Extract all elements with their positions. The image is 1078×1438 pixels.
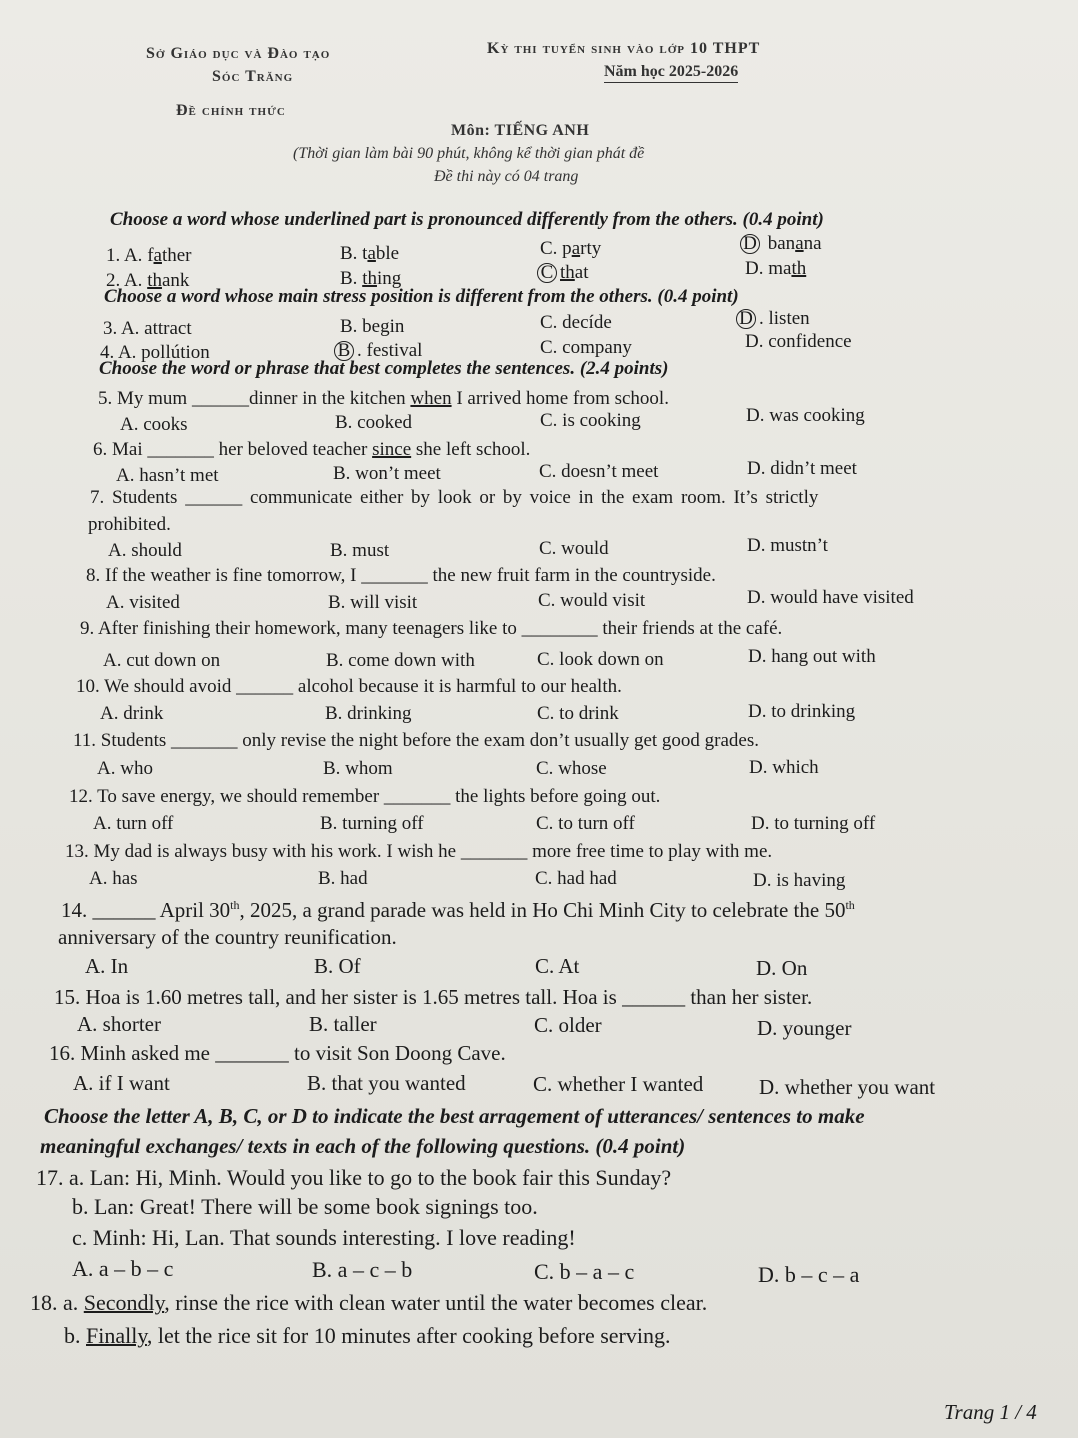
section-stress-instruction: Choose a word whose main stress position is different from the others. (0.4 point) bbox=[104, 286, 739, 307]
exam-title: Kỳ thi tuyển sinh vào lớp 10 THPT bbox=[487, 40, 761, 57]
q8-option-b: B. will visit bbox=[328, 592, 418, 613]
q1-option-a: 1. A. father bbox=[106, 245, 192, 266]
q3-option-d: D . listen bbox=[736, 308, 810, 330]
q7-stem: 7. Students ______ communicate either by look or by voice in the exam room. It’s strictly bbox=[90, 487, 819, 508]
q4-option-d: D. confidence bbox=[745, 331, 852, 352]
q7-option-a: A. should bbox=[108, 540, 182, 561]
q11-stem: 11. Students _______ only revise the night before the exam don’t usually get good grades. bbox=[73, 730, 759, 751]
school-year: Năm học 2025-2026 bbox=[604, 63, 738, 83]
q10-option-d: D. to drinking bbox=[748, 701, 856, 722]
q4-option-b: B . festival bbox=[334, 340, 422, 362]
q9-stem: 9. After finishing their homework, many teenagers like to ________ their friends at the café. bbox=[80, 618, 783, 639]
q8-option-a: A. visited bbox=[106, 592, 180, 613]
q10-option-c: C. to drink bbox=[537, 703, 619, 724]
pages-note: Đề thi này có 04 trang bbox=[434, 168, 579, 185]
q14-stem: 14. ______ April 30th, 2025, a grand parade was held in Ho Chi Minh City to celebrate the 50th bbox=[61, 898, 855, 922]
q2-option-b: B. thing bbox=[340, 268, 402, 289]
q5-option-b: B. cooked bbox=[335, 412, 413, 433]
q18-line-a: 18. a. Secondly, rinse the rice with clean water until the water becomes clear. bbox=[30, 1290, 708, 1315]
q5-option-a: A. cooks bbox=[120, 414, 188, 435]
q12-option-a: A. turn off bbox=[93, 813, 174, 834]
q1-option-b: B. table bbox=[340, 243, 400, 264]
q4-option-c: C. company bbox=[540, 337, 632, 358]
section-completion-instruction: Choose the word or phrase that best completes the sentences. (2.4 points) bbox=[99, 358, 669, 379]
q15-stem: 15. Hoa is 1.60 metres tall, and her sister is 1.65 metres tall. Hoa is ______ than her sister. bbox=[54, 985, 813, 1009]
q15-option-c: C. older bbox=[534, 1013, 602, 1037]
q5-option-d: D. was cooking bbox=[746, 405, 865, 426]
q15-option-b: B. taller bbox=[309, 1012, 377, 1036]
q17-option-c: C. b – a – c bbox=[534, 1259, 635, 1284]
q10-stem: 10. We should avoid ______ alcohol because it is harmful to our health. bbox=[76, 676, 622, 697]
department-line1: Sở Giáo dục và Đào tạo bbox=[146, 45, 331, 62]
q17-line-c: c. Minh: Hi, Lan. That sounds interesting. I love reading! bbox=[72, 1225, 576, 1250]
q7-option-d: D. mustn’t bbox=[747, 535, 828, 556]
q7-stem-cont: prohibited. bbox=[88, 514, 171, 535]
q11-option-b: B. whom bbox=[323, 758, 393, 779]
time-note: (Thời gian làm bài 90 phút, không kể thời gian phát đề bbox=[293, 145, 645, 162]
q13-option-c: C. had had bbox=[535, 868, 617, 889]
q2-option-d: D. math bbox=[745, 258, 807, 279]
q17-line-a: 17. a. Lan: Hi, Minh. Would you like to go to the book fair this Sunday? bbox=[36, 1165, 672, 1190]
q12-stem: 12. To save energy, we should remember _______ the lights before going out. bbox=[69, 786, 661, 807]
q7-option-b: B. must bbox=[330, 540, 390, 561]
q17-option-d: D. b – c – a bbox=[758, 1262, 860, 1287]
q16-option-a: A. if I want bbox=[73, 1071, 170, 1095]
q16-option-b: B. that you wanted bbox=[307, 1071, 466, 1095]
page-number: Trang 1 / 4 bbox=[944, 1400, 1037, 1424]
q17-option-b: B. a – c – b bbox=[312, 1257, 413, 1282]
q12-option-b: B. turning off bbox=[320, 813, 424, 834]
q18-line-b: b. Finally, let the rice sit for 10 minutes after cooking before serving. bbox=[64, 1323, 671, 1348]
q6-option-b: B. won’t meet bbox=[333, 463, 441, 484]
q14-stem-cont: anniversary of the country reunification. bbox=[58, 925, 397, 949]
section-pronunciation-instruction: Choose a word whose underlined part is pronounced differently from the others. (0.4 point) bbox=[110, 209, 824, 230]
q1-option-d: D banana bbox=[740, 233, 822, 255]
q14-option-b: B. Of bbox=[314, 954, 361, 978]
subject: Môn: TIẾNG ANH bbox=[451, 122, 590, 139]
q11-option-d: D. which bbox=[749, 757, 819, 778]
q9-option-c: C. look down on bbox=[537, 649, 664, 670]
q5-option-c: C. is cooking bbox=[540, 410, 641, 431]
q10-option-b: B. drinking bbox=[325, 703, 412, 724]
q5-stem: 5. My mum ______dinner in the kitchen when I arrived home from school. bbox=[98, 388, 669, 409]
q17-line-b: b. Lan: Great! There will be some book signings too. bbox=[72, 1194, 538, 1219]
q12-option-d: D. to turning off bbox=[751, 813, 876, 834]
q6-option-d: D. didn’t meet bbox=[747, 458, 857, 479]
q13-option-a: A. has bbox=[89, 868, 138, 889]
q3-option-b: B. begin bbox=[340, 316, 405, 337]
q3-option-a: 3. A. attract bbox=[103, 318, 192, 339]
section-arrangement-instruction-line1: Choose the letter A, B, C, or D to indicate the best arragement of utterances/ sentences to make bbox=[44, 1104, 865, 1128]
q6-option-a: A. hasn’t met bbox=[116, 465, 219, 486]
q6-option-c: C. doesn’t meet bbox=[539, 461, 659, 482]
q14-option-c: C. At bbox=[535, 954, 580, 978]
q4-option-a: 4. A. pollútion bbox=[100, 342, 210, 363]
q7-option-c: C. would bbox=[539, 538, 609, 559]
q2-option-a: 2. A. thank bbox=[106, 270, 190, 291]
q12-option-c: C. to turn off bbox=[536, 813, 635, 834]
q15-option-a: A. shorter bbox=[77, 1012, 161, 1036]
q9-option-a: A. cut down on bbox=[103, 650, 221, 671]
q16-stem: 16. Minh asked me _______ to visit Son Doong Cave. bbox=[49, 1041, 506, 1065]
q16-option-d: D. whether you want bbox=[759, 1075, 936, 1099]
q14-option-a: A. In bbox=[85, 954, 129, 978]
official-label: Đề chính thức bbox=[176, 102, 286, 119]
q8-option-c: C. would visit bbox=[538, 590, 646, 611]
q13-option-d: D. is having bbox=[753, 870, 846, 891]
q15-option-d: D. younger bbox=[757, 1016, 852, 1040]
q16-option-c: C. whether I wanted bbox=[533, 1072, 704, 1096]
q13-stem: 13. My dad is always busy with his work. I wish he _______ more free time to play with me. bbox=[65, 841, 773, 862]
q11-option-a: A. who bbox=[97, 758, 153, 779]
q2-option-c: C that bbox=[537, 262, 589, 284]
section-arrangement-instruction-line2: meaningful exchanges/ texts in each of the following questions. (0.4 point) bbox=[40, 1134, 686, 1158]
q17-option-a: A. a – b – c bbox=[72, 1256, 174, 1281]
q10-option-a: A. drink bbox=[100, 703, 164, 724]
q6-stem: 6. Mai _______ her beloved teacher since she left school. bbox=[93, 439, 531, 460]
q9-option-d: D. hang out with bbox=[748, 646, 876, 667]
q1-option-c: C. party bbox=[540, 238, 602, 259]
q3-option-c: C. decíde bbox=[540, 312, 612, 333]
department-line2: Sóc Trăng bbox=[212, 68, 294, 85]
q8-option-d: D. would have visited bbox=[747, 587, 914, 608]
q8-stem: 8. If the weather is fine tomorrow, I _______ the new fruit farm in the countryside. bbox=[86, 565, 716, 586]
q9-option-b: B. come down with bbox=[326, 650, 475, 671]
q13-option-b: B. had bbox=[318, 868, 368, 889]
q11-option-c: C. whose bbox=[536, 758, 607, 779]
q14-option-d: D. On bbox=[756, 956, 808, 980]
